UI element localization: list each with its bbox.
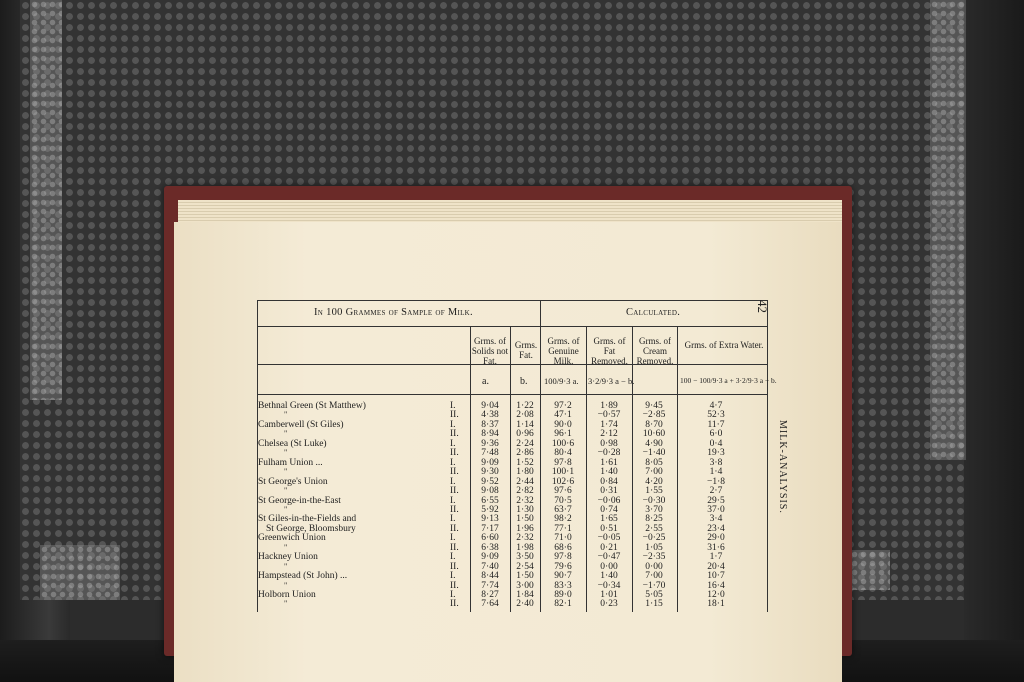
row-class: II. [450, 599, 459, 610]
cell-fat-removed: −0·57 [597, 410, 621, 421]
table-right-rule [767, 300, 768, 612]
cell-extra-water: 4·7 [709, 401, 723, 411]
row-class: II. [450, 467, 459, 478]
cell-fat: 1·50 [516, 571, 534, 582]
cell-fat: 2·54 [516, 561, 534, 572]
cell-cream-removed: −2·85 [642, 410, 666, 421]
row-label: Hackney Union [258, 552, 318, 563]
cell-fat-removed: 2·12 [600, 429, 618, 440]
cell-genuine-milk: 100·6 [551, 438, 575, 449]
formula-b: b. [520, 376, 528, 387]
formula-genuine-milk: 100/9·3 a. [544, 376, 579, 386]
cell-genuine-milk: 47·1 [554, 410, 572, 421]
formula-a: a. [482, 376, 489, 387]
cell-extra-water: 29·5 [707, 495, 725, 506]
cell-genuine-milk: 102·6 [551, 476, 575, 487]
tape-patch-left [40, 545, 120, 600]
cell-genuine-milk: 97·8 [554, 552, 572, 563]
row-label: " [284, 542, 288, 552]
cell-fat-removed: 0·31 [600, 486, 618, 497]
row-label: Hampstead (St John) ... [258, 571, 348, 582]
cell-solids: 9·09 [481, 457, 499, 468]
cell-solids: 6·38 [481, 542, 499, 553]
book-page [174, 222, 842, 682]
cell-solids: 8·37 [481, 419, 499, 430]
cell-extra-water: 3·4 [709, 514, 723, 525]
cell-genuine-milk: 100·1 [551, 467, 575, 478]
row-class: II. [450, 410, 459, 421]
table-top-rule [257, 300, 767, 301]
cell-fat: 3·50 [516, 552, 534, 563]
row-class: II. [450, 523, 459, 534]
cell-cream-removed: −1·70 [642, 580, 666, 591]
cell-extra-water: 37·0 [707, 504, 725, 515]
row-label: " [284, 429, 288, 439]
cell-fat: 1·84 [516, 590, 534, 600]
row-class: II. [450, 561, 459, 572]
row-label: Fulham Union ... [258, 457, 323, 468]
col-milk-rule [586, 326, 587, 612]
cell-extra-water: 11·7 [707, 419, 725, 430]
formula-fat-removed: 3·2/9·3 a − b. [588, 376, 635, 386]
formula-divider [257, 394, 767, 395]
cell-genuine-milk: 83·3 [554, 580, 572, 591]
cell-fat-removed: −0·47 [597, 552, 621, 563]
cell-cream-removed: −1·40 [642, 448, 666, 459]
cell-solids: 9·09 [481, 552, 499, 563]
cell-fat-removed: 0·21 [600, 542, 618, 553]
row-class: II. [450, 448, 459, 459]
row-label: " [284, 504, 288, 514]
cell-cream-removed: 8·70 [645, 419, 663, 430]
cell-cream-removed: 4·90 [645, 438, 663, 449]
row-class: II. [450, 429, 459, 440]
row-label: St Giles-in-the-Fields and [258, 514, 357, 525]
tape-strip-left [30, 0, 62, 400]
cell-extra-water: 1·4 [709, 467, 723, 478]
cell-cream-removed: 4·20 [645, 476, 663, 487]
cell-solids: 8·94 [481, 429, 499, 440]
cell-cream-removed: −0·30 [642, 495, 666, 506]
row-label: Greenwich Union [258, 533, 326, 544]
row-label: St George-in-the-East [258, 495, 341, 506]
row-class: II. [450, 504, 459, 515]
cell-fat: 2·44 [516, 476, 534, 487]
cell-fat-removed: 1·01 [600, 590, 618, 600]
cell-solids: 8·44 [481, 571, 499, 582]
cell-genuine-milk: 68·6 [554, 542, 572, 553]
cell-cream-removed: 3·70 [645, 504, 663, 515]
cell-solids: 7·64 [481, 599, 499, 610]
cell-cream-removed: 5·05 [645, 590, 663, 600]
row-class: II. [450, 580, 459, 591]
cell-genuine-milk: 77·1 [554, 523, 572, 534]
cell-genuine-milk: 89·0 [554, 590, 572, 600]
cell-fat-removed: 0·00 [600, 561, 618, 572]
cell-solids: 9·13 [481, 514, 499, 525]
row-label: " [284, 410, 288, 420]
right-section-title: Calculated. [626, 307, 681, 318]
cell-fat-removed: −0·28 [597, 448, 621, 459]
cell-fat-removed: 1·40 [600, 571, 618, 582]
cell-cream-removed: 7·00 [645, 467, 663, 478]
row-label: " [284, 448, 288, 458]
cell-fat: 1·52 [516, 457, 534, 468]
cell-genuine-milk: 97·6 [554, 486, 572, 497]
cell-genuine-milk: 80·4 [554, 448, 572, 459]
cell-extra-water: 1·7 [709, 552, 723, 563]
row-label: " [284, 580, 288, 590]
row-class: I. [450, 552, 456, 563]
row-class: I. [450, 438, 456, 449]
cell-solids: 9·36 [481, 438, 499, 449]
formula-extra-water: 100 − 100/9·3 a + 3·2/9·3 a − b. [680, 376, 777, 385]
cell-genuine-milk: 82·1 [554, 599, 572, 610]
cell-genuine-milk: 70·5 [554, 495, 572, 506]
row-class: I. [450, 457, 456, 468]
cell-solids: 9·04 [481, 401, 499, 411]
cell-cream-removed: 10·60 [642, 429, 666, 440]
cell-genuine-milk: 97·8 [554, 457, 572, 468]
cell-fat: 1·80 [516, 467, 534, 478]
col-header-fat: Grms. Fat. [514, 340, 538, 360]
col-fat-rule [632, 326, 633, 612]
cell-genuine-milk: 63·7 [554, 504, 572, 515]
col-cream-rule [677, 326, 678, 612]
cell-fat: 2·40 [516, 599, 534, 610]
cell-fat-removed: 0·98 [600, 438, 618, 449]
row-label: Holborn Union [258, 590, 316, 600]
left-section-title: In 100 Grammes of Sample of Milk. [314, 307, 473, 318]
cell-solids: 9·08 [481, 486, 499, 497]
cell-extra-water: 18·1 [707, 599, 725, 610]
row-class: II. [450, 542, 459, 553]
col-header-fat-removed: Grms. of Fat Removed. [591, 336, 628, 366]
cell-cream-removed: 7·00 [645, 571, 663, 582]
row-label: " [284, 599, 288, 609]
table-left-rule [257, 300, 258, 612]
tape-patch-right [850, 550, 890, 590]
cell-extra-water: 3·8 [709, 457, 723, 468]
cell-genuine-milk: 90·7 [554, 571, 572, 582]
cell-fat: 2·32 [516, 495, 534, 506]
cell-fat: 2·24 [516, 438, 534, 449]
cell-fat-removed: 0·84 [600, 476, 618, 487]
row-class: I. [450, 533, 456, 544]
cell-cream-removed: 0·00 [645, 561, 663, 572]
cell-fat-removed: 1·65 [600, 514, 618, 525]
cell-cream-removed: 8·25 [645, 514, 663, 525]
row-label: St George, Bloomsbury [266, 523, 356, 534]
row-label: St George's Union [258, 476, 328, 487]
cell-extra-water: 10·7 [707, 571, 725, 582]
cell-extra-water: 12·0 [707, 590, 725, 600]
cell-fat: 2·08 [516, 410, 534, 421]
row-class: I. [450, 476, 456, 487]
title-divider [257, 326, 767, 327]
cell-genuine-milk: 98·2 [554, 514, 572, 525]
cell-fat: 1·14 [516, 419, 534, 430]
cell-fat-removed: 1·74 [600, 419, 618, 430]
header-divider [257, 364, 767, 365]
row-class: I. [450, 495, 456, 506]
cell-cream-removed: −2·35 [642, 552, 666, 563]
cell-solids: 7·74 [481, 580, 499, 591]
col-header-genuine-milk: Grms. of Genuine Milk. [547, 336, 580, 366]
cell-fat: 2·82 [516, 486, 534, 497]
page-number: 42 [755, 300, 770, 313]
cell-cream-removed: 8·05 [645, 457, 663, 468]
cell-cream-removed: −0·25 [642, 533, 666, 544]
cell-solids: 8·27 [481, 590, 499, 600]
cell-cream-removed: 1·05 [645, 542, 663, 553]
cell-genuine-milk: 90·0 [554, 419, 572, 430]
cell-solids: 7·48 [481, 448, 499, 459]
cell-extra-water: 29·0 [707, 533, 725, 544]
cell-cream-removed: 1·55 [645, 486, 663, 497]
cell-solids: 6·60 [481, 533, 499, 544]
cell-solids: 9·52 [481, 476, 499, 487]
cell-genuine-milk: 97·2 [554, 401, 572, 411]
row-label: Camberwell (St Giles) [258, 419, 344, 430]
col-header-solids: Grms. of Solids not Fat. [471, 336, 509, 366]
cell-fat: 2·86 [516, 448, 534, 459]
cell-fat: 0·96 [516, 429, 534, 440]
col-header-cream-removed: Grms. of Cream Removed. [636, 336, 674, 366]
cell-fat-removed: 1·61 [600, 457, 618, 468]
cell-solids: 7·17 [481, 523, 499, 534]
cell-fat-removed: 1·89 [600, 401, 618, 411]
row-label: " [284, 561, 288, 571]
cell-fat-removed: 0·74 [600, 504, 618, 515]
row-class: I. [450, 401, 456, 411]
cell-cream-removed: 9·45 [645, 401, 663, 411]
cell-fat: 3·00 [516, 580, 534, 591]
cell-extra-water: 31·6 [707, 542, 725, 553]
cell-cream-removed: 2·55 [645, 523, 663, 534]
row-class: I. [450, 590, 456, 600]
col-header-extra-water: Grms. of Extra Water. [684, 340, 764, 350]
tape-strip-right [930, 0, 966, 460]
row-label: " [284, 467, 288, 477]
cell-extra-water: 19·3 [707, 448, 725, 459]
cell-extra-water: 52·3 [707, 410, 725, 421]
cell-cream-removed: 1·15 [645, 599, 663, 610]
cell-extra-water: −1·8 [706, 476, 726, 487]
cell-genuine-milk: 71·0 [554, 533, 572, 544]
cell-fat-removed: 0·51 [600, 523, 618, 534]
cell-solids: 7·40 [481, 561, 499, 572]
cell-solids: 5·92 [481, 504, 499, 515]
running-head: MILK-ANALYSIS. [777, 420, 788, 514]
cell-fat: 1·50 [516, 514, 534, 525]
cell-extra-water: 2·7 [709, 486, 723, 497]
cell-fat-removed: 1·40 [600, 467, 618, 478]
cell-solids: 6·55 [481, 495, 499, 506]
row-class: I. [450, 514, 456, 525]
cell-fat-removed: −0·06 [597, 495, 621, 506]
cell-extra-water: 6·0 [709, 429, 723, 440]
cell-extra-water: 20·4 [707, 561, 725, 572]
cell-solids: 4·38 [481, 410, 499, 421]
cell-genuine-milk: 96·1 [554, 429, 572, 440]
cell-extra-water: 16·4 [707, 580, 725, 591]
row-label: Bethnal Green (St Matthew) [258, 401, 366, 411]
cell-fat-removed: −0·34 [597, 580, 621, 591]
cell-genuine-milk: 79·6 [554, 561, 572, 572]
cell-fat-removed: 0·23 [600, 599, 618, 610]
row-class: I. [450, 571, 456, 582]
row-label: " [284, 486, 288, 496]
mat-edge-right [964, 0, 1024, 682]
row-class: I. [450, 419, 456, 430]
page-stack-edge [178, 200, 842, 224]
cell-extra-water: 23·4 [707, 523, 725, 534]
cell-fat: 1·22 [516, 401, 534, 411]
cell-fat: 1·96 [516, 523, 534, 534]
cell-fat: 1·30 [516, 504, 534, 515]
cell-solids: 9·30 [481, 467, 499, 478]
row-label: Chelsea (St Luke) [258, 438, 327, 449]
cell-fat: 2·32 [516, 533, 534, 544]
cell-fat-removed: −0·05 [597, 533, 621, 544]
cell-fat: 1·98 [516, 542, 534, 553]
cell-extra-water: 0·4 [709, 438, 723, 449]
row-class: II. [450, 486, 459, 497]
